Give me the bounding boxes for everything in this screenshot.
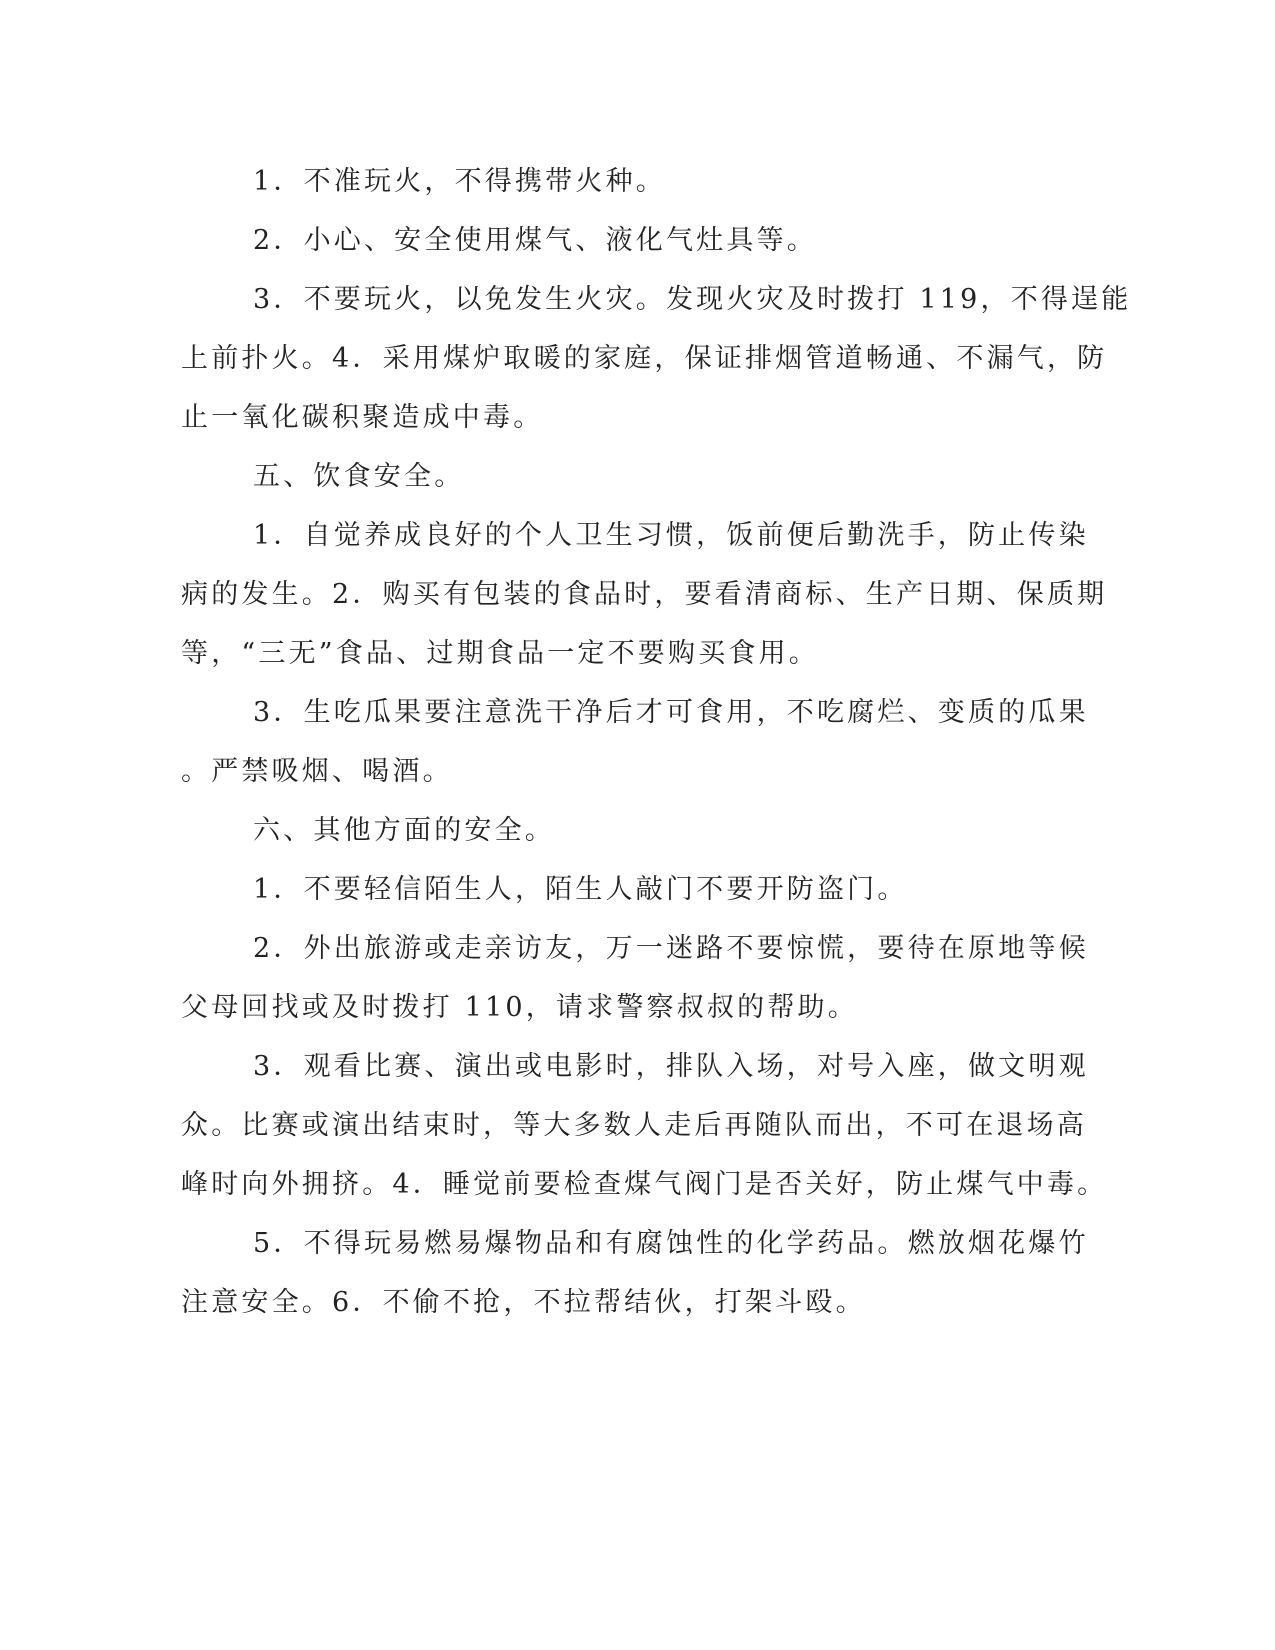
- text-line: 3．不要玩火，以免发生火灾。发现火灾及时拨打 119，不得逞能: [253, 284, 1132, 315]
- text-line: 3．生吃瓜果要注意洗干净后才可食用，不吃腐烂、变质的瓜果: [253, 697, 1089, 728]
- text-line: 5．不得玩易燃易爆物品和有腐蚀性的化学药品。燃放烟花爆竹: [253, 1228, 1089, 1259]
- text-line: 。严禁吸烟、喝酒。: [181, 756, 453, 787]
- text-line: 1．自觉养成良好的个人卫生习惯，饭前便后勤洗手，防止传染: [253, 520, 1089, 551]
- document-body: [181, 158, 1132, 1338]
- text-line: 病的发生。2．购买有包装的食品时，要看清商标、生产日期、保质期: [181, 579, 1108, 610]
- text-line: 2．外出旅游或走亲访友，万一迷路不要惊慌，要待在原地等候: [253, 933, 1089, 964]
- text-line: 1．不要轻信陌生人，陌生人敲门不要开防盗门。: [253, 874, 908, 905]
- text-line: 等，“三无”食品、过期食品一定不要购买食用。: [181, 638, 820, 669]
- text-line: 父母回找或及时拨打 110，请求警察叔叔的帮助。: [181, 992, 858, 1023]
- text-line: 上前扑火。4．采用煤炉取暖的家庭，保证排烟管道畅通、不漏气，防: [181, 343, 1108, 374]
- text-line: 止一氧化碳积聚造成中毒。: [181, 402, 544, 433]
- text-line: 众。比赛或演出结束时，等大多数人走后再随队而出，不可在退场高: [181, 1110, 1087, 1141]
- section-heading: 六、其他方面的安全。: [253, 815, 555, 846]
- text-line: 峰时向外拥挤。4．睡觉前要检查煤气阀门是否关好，防止煤气中毒。: [181, 1169, 1108, 1200]
- text-line: 2．小心、安全使用煤气、液化气灶具等。: [253, 225, 817, 256]
- text-line: 注意安全。6．不偷不抢，不拉帮结伙，打架斗殴。: [181, 1287, 866, 1318]
- section-heading: 五、饮食安全。: [253, 461, 465, 492]
- text-line: 3．观看比赛、演出或电影时，排队入场，对号入座，做文明观: [253, 1051, 1089, 1082]
- text-line: 1．不准玩火，不得携带火种。: [253, 166, 666, 197]
